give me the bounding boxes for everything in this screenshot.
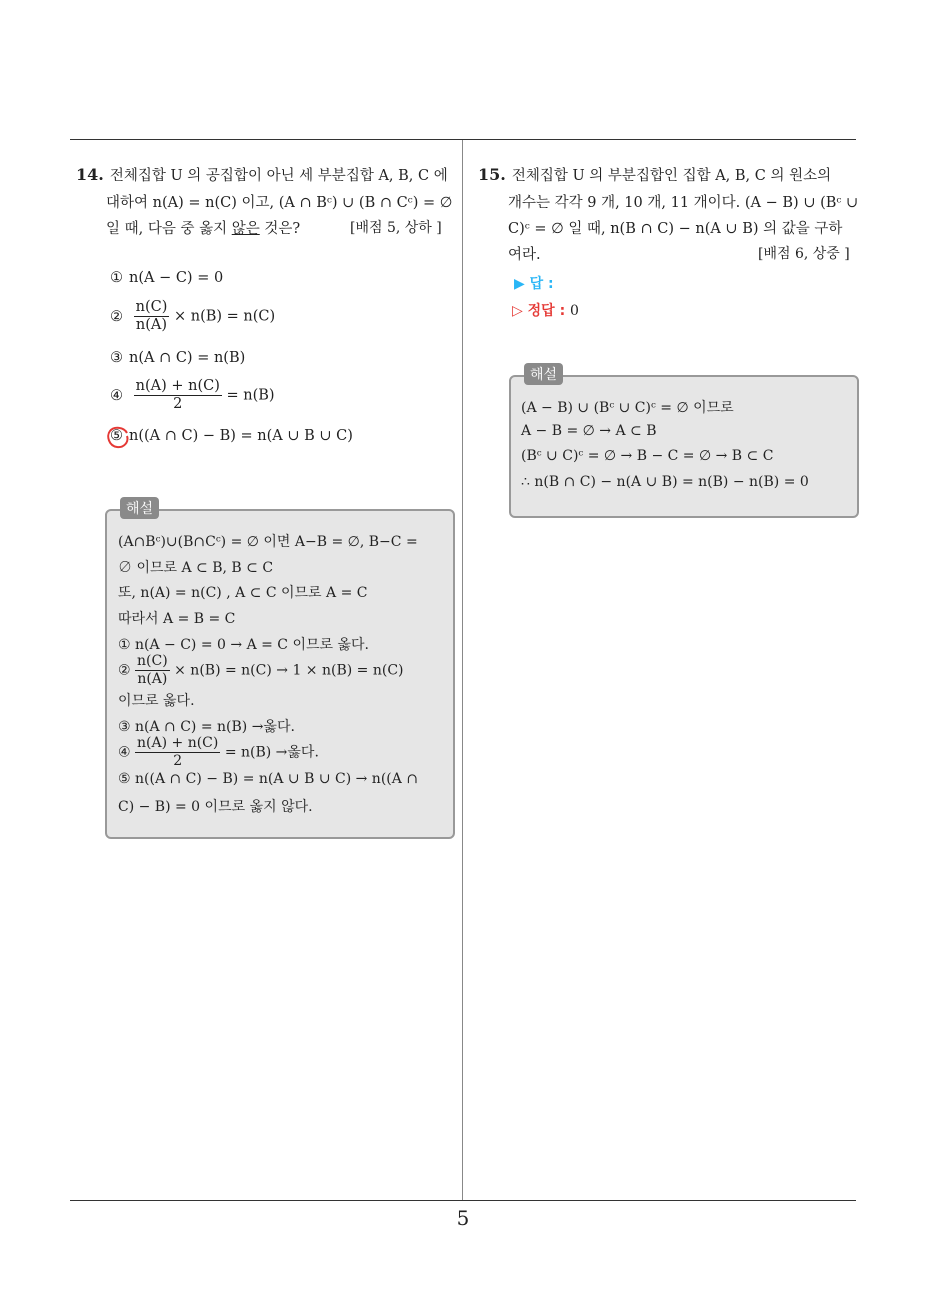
- fraction-denominator: n(A): [137, 671, 168, 687]
- option-1-text: n(A − C) = 0: [129, 270, 224, 286]
- q14-number: 14.: [76, 165, 104, 184]
- column-divider: [462, 140, 463, 1200]
- sol-fraction-1: [135, 653, 170, 688]
- q15-sol-line4: ∴ n(B ∩ C) − n(A ∪ B) = n(B) − n(B) = 0: [521, 474, 809, 490]
- q15-sol-line3: (Bᶜ ∪ C)ᶜ = ∅ → B − C = ∅ → B ⊂ C: [521, 448, 774, 464]
- q15-text1: 전체집합 U 의 부분집합인 집합 A, B, C 의 원소의: [511, 168, 832, 184]
- q15-answer-label[interactable]: ▶ 답 :: [514, 276, 554, 292]
- option-2-mark: ②: [110, 308, 123, 325]
- q14-score: [배점 5, 상하 ]: [350, 220, 442, 236]
- fraction-numerator: n(A) + n(C): [137, 735, 219, 751]
- top-rule: [70, 139, 856, 140]
- option-1-mark: ①: [110, 270, 123, 286]
- q14-sol-line5: ① n(A − C) = 0 → A = C 이므로 옳다.: [118, 637, 369, 653]
- option-4-mark: ④: [110, 387, 123, 404]
- q14-text3b: 것은?: [259, 221, 301, 237]
- q15-line4: 여라.: [508, 247, 541, 263]
- option-5-mark: ⑤: [110, 428, 123, 444]
- q14-text3a: 일 때, 다음 중 옳지: [106, 221, 232, 237]
- q14-sol-line7: 이므로 옳다.: [118, 693, 195, 709]
- q14-sol-line2: ∅ 이므로 A ⊂ B, B ⊂ C: [118, 560, 274, 576]
- fraction-numerator: n(C): [137, 653, 168, 669]
- option-3-mark: ③: [110, 350, 123, 366]
- fraction-denominator: 2: [173, 396, 183, 412]
- option-4-fraction: [134, 378, 222, 413]
- q14-underlined: 않은: [231, 221, 260, 237]
- fraction-numerator: n(A) + n(C): [135, 378, 220, 394]
- q14-solution-tag: 해설: [120, 497, 159, 519]
- q14-option-2[interactable]: [110, 299, 275, 334]
- q14-sol-line10: ⑤ n((A ∩ C) − B) = n(A ∪ B ∪ C) → n((A ∩: [118, 771, 419, 787]
- fraction-denominator: n(A): [135, 317, 168, 333]
- q14-sol-line6: [118, 653, 404, 688]
- q14-line2: 대하여 n(A) = n(C) 이고, (A ∩ Bᶜ) ∪ (B ∩ Cᶜ) = ∅: [106, 195, 453, 211]
- q14-line3: [106, 217, 300, 238]
- q14-sol-line3: 또, n(A) = n(C) , A ⊂ C 이므로 A = C: [118, 585, 368, 601]
- option-2-fraction: [134, 299, 170, 334]
- q14-sol-line9: [118, 735, 319, 770]
- q15-sol-line2: A − B = ∅ → A ⊂ B: [521, 423, 657, 439]
- fraction-numerator: n(C): [135, 299, 168, 315]
- q14-option-4[interactable]: [110, 378, 275, 413]
- q14-text1: 전체집합 U 의 공집합이 아닌 세 부분집합 A, B, C 에: [109, 168, 448, 184]
- sol-mark-2: ②: [118, 662, 131, 679]
- q15-line2: 개수는 각각 9 개, 10 개, 11 개이다. (A − B) ∪ (Bᶜ ∪: [508, 195, 859, 211]
- correct-label: ▷ 정답 :: [512, 303, 566, 319]
- q14-sol-line11: C) − B) = 0 이므로 옳지 않다.: [118, 799, 313, 815]
- correct-value: 0: [570, 303, 579, 319]
- option-5-text: n((A ∩ C) − B) = n(A ∪ B ∪ C): [129, 428, 353, 444]
- q15-score: [배점 6, 상중 ]: [758, 246, 850, 262]
- q14-option-3[interactable]: [110, 350, 245, 366]
- q14-line1: [76, 164, 448, 185]
- q14-sol-line8: ③ n(A ∩ C) = n(B) →옳다.: [118, 719, 295, 735]
- fraction-denominator: 2: [173, 753, 183, 769]
- q15-line3: C)ᶜ = ∅ 일 때, n(B ∩ C) − n(A ∪ B) 의 값을 구하: [508, 221, 843, 237]
- answer-circle-mark-icon: [106, 425, 130, 449]
- page-number: 5: [456, 1206, 470, 1230]
- q14-option-5[interactable]: [110, 428, 353, 444]
- q14-sol-line1: (A∩Bᶜ)∪(B∩Cᶜ) = ∅ 이면 A−B = ∅, B−C =: [118, 534, 418, 550]
- q14-sol-line4: 따라서 A = B = C: [118, 611, 236, 627]
- sol-line6-text: × n(B) = n(C) → 1 × n(B) = n(C): [174, 662, 404, 679]
- sol-line9-text: = n(B) →옳다.: [224, 744, 319, 761]
- option-3-text: n(A ∩ C) = n(B): [129, 350, 246, 366]
- q15-line1: [478, 164, 831, 185]
- sol-fraction-2: [135, 735, 220, 770]
- sol-mark-4: ④: [118, 744, 131, 761]
- option-4-text: = n(B): [226, 387, 275, 404]
- bottom-rule: [70, 1200, 856, 1201]
- q15-correct-answer: [512, 300, 579, 320]
- q15-number: 15.: [478, 165, 506, 184]
- q15-solution-tag: 해설: [524, 363, 563, 385]
- q15-sol-line1: (A − B) ∪ (Bᶜ ∪ C)ᶜ = ∅ 이므로: [521, 400, 734, 416]
- q14-option-1[interactable]: [110, 270, 223, 286]
- option-2-text: × n(B) = n(C): [173, 308, 276, 325]
